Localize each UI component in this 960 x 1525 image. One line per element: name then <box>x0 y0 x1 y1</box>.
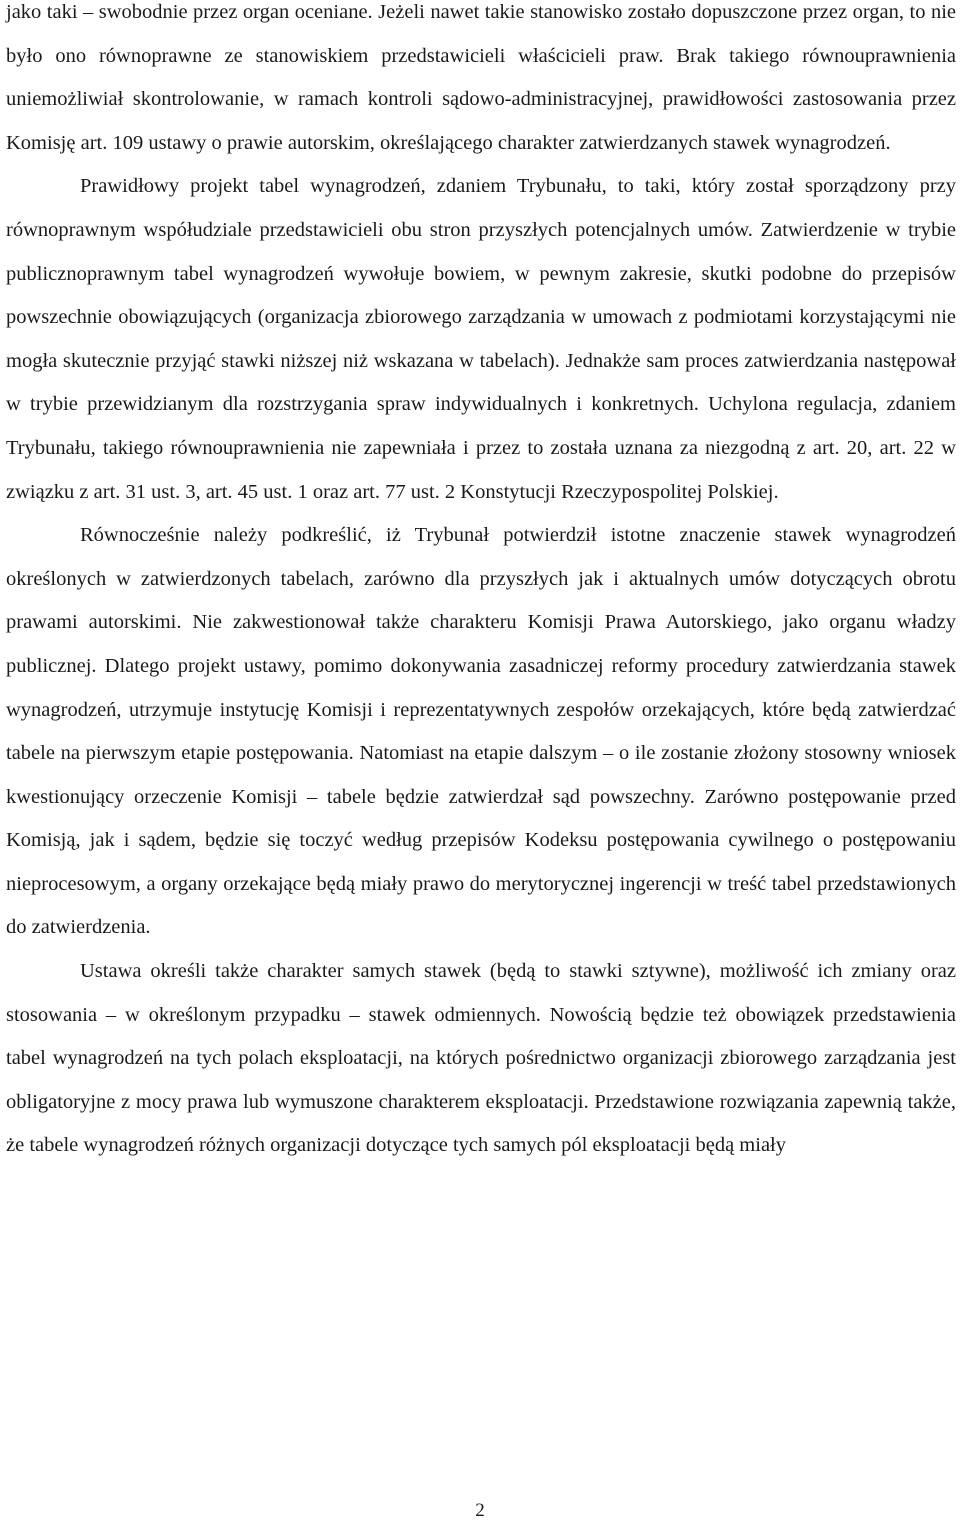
document-page <box>6 0 956 1168</box>
paragraph-3: Równocześnie należy podkreślić, iż Trybunał potwierdził istotne znaczenie stawek wynagrodzeń określonych w zatwierdzonych tabelach, zarówno dla przyszłych jak i aktualnych umów dotyczących obrotu prawami autorskimi. Nie zakwestionował także charakteru Komisji Prawa Autorskiego, jako organu władzy publicznej. Dlatego projekt ustawy, pomimo dokonywania zasadniczej reformy procedury zatwierdzania stawek wynagrodzeń, utrzymuje instytucję Komisji i reprezentatywnych zespołów orzekających, które będą zatwierdzać tabele na pierwszym etapie postępowania. Natomiast na etapie dalszym – o ile zostanie złożony stosowny wniosek kwestionujący orzeczenie Komisji – tabele będzie zatwierdzał sąd powszechny. Zarówno postępowanie przed Komisją, jak i sądem, będzie się toczyć według przepisów Kodeksu postępowania cywilnego o postępowaniu nieprocesowym, a organy orzekające będą miały prawo do merytorycznej ingerencji w treść tabel przedstawionych do zatwierdzenia. <box>6 524 956 939</box>
page-number: 2 <box>475 1500 485 1521</box>
paragraph-2: Prawidłowy projekt tabel wynagrodzeń, zdaniem Trybunału, to taki, który został sporządzony przy równoprawnym współudziale przedstawicieli obu stron przyszłych potencjalnych umów. Zatwierdzenie w trybie publicznoprawnym tabel wynagrodzeń wywołuje bowiem, w pewnym zakresie, skutki podobne do przepisów powszechnie obowiązujących (organizacja zbiorowego zarządzania w umowach z podmiotami korzystającymi nie mogła skutecznie przyjąć stawki niższej niż wskazana w tabelach). Jednakże sam proces zatwierdzania następował w trybie przewidzianym dla rozstrzygania spraw indywidualnych i konkretnych. Uchylona regulacja, zdaniem Trybunału, takiego równouprawnienia nie zapewniała i przez to została uznana za niezgodną z art. 20, art. 22 w związku z art. 31 ust. 3, art. 45 ust. 1 oraz art. 77 ust. 2 Konstytucji Rzeczypospolitej Polskiej. <box>6 175 956 503</box>
paragraph-4: Ustawa określi także charakter samych stawek (będą to stawki sztywne), możliwość ich zmiany oraz stosowania – w określonym przypadku – stawek odmiennych. Nowością będzie też obowiązek przedstawienia tabel wynagrodzeń na tych polach eksploatacji, na których pośrednictwo organizacji zbiorowego zarządzania jest obligatoryjne z mocy prawa lub wymuszone charakterem eksploatacji. Przedstawione rozwiązania zapewnią także, że tabele wynagrodzeń różnych organizacji dotyczące tych samych pól eksploatacji będą miały <box>6 960 956 1157</box>
paragraph-1: jako taki – swobodnie przez organ oceniane. Jeżeli nawet takie stanowisko zostało dopuszczone przez organ, to nie było ono równoprawne ze stanowiskiem przedstawicieli właścicieli praw. Brak takiego równouprawnienia uniemożliwiał skontrolowanie, w ramach kontroli sądowo-administracyjnej, prawidłowości zastosowania przez Komisję art. 109 ustawy o prawie autorskim, określającego charakter zatwierdzanych stawek wynagrodzeń. <box>6 1 956 154</box>
